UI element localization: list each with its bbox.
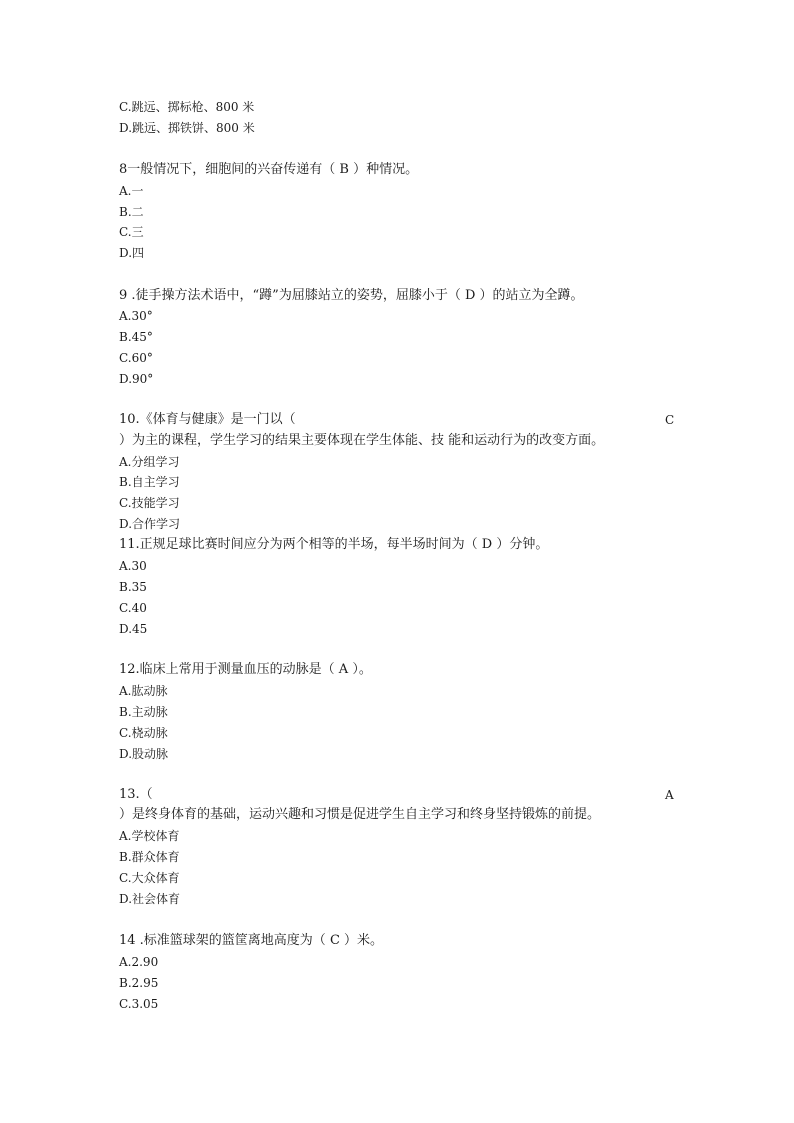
question-13-answer: A: [665, 788, 674, 802]
question-11-stem: 11.正规足球比赛时间应分为两个相等的半场，每半场时间为（ D ）分钟。: [119, 537, 549, 552]
question-10-option-a: A.分组学习: [119, 455, 180, 469]
option-d-prev: D.跳远、掷铁饼、800 米: [119, 121, 255, 135]
question-12-option-b: B.主动脉: [119, 705, 168, 719]
question-13-stem-line2: ）是终身体育的基础，运动兴趣和习惯是促进学生自主学习和终身坚持锻炼的前提。: [119, 807, 601, 822]
question-10-stem-line2: ）为主的课程，学生学习的结果主要体现在学生体能、技 能和运动行为的改变方面。: [119, 433, 605, 448]
question-11-option-a: A.30: [119, 559, 147, 573]
question-8-option-b: B.二: [119, 205, 144, 219]
question-9-stem: 9 .徒手操方法术语中，“蹲”为屈膝站立的姿势，屈膝小于（ D ）的站立为全蹲。: [119, 288, 584, 303]
question-10-option-c: C.技能学习: [119, 496, 180, 510]
question-12-option-c: C.桡动脉: [119, 726, 168, 740]
question-8-option-a: A.一: [119, 184, 144, 198]
question-13-option-b: B.群众体育: [119, 850, 180, 864]
question-11-option-c: C.40: [119, 601, 147, 615]
question-8-option-d: D.四: [119, 246, 145, 260]
question-8-option-c: C.三: [119, 225, 144, 239]
option-c-prev: C.跳远、掷标枪、800 米: [119, 100, 255, 114]
question-10-option-d: D.合作学习: [119, 517, 181, 531]
question-9-option-a: A.30°: [119, 309, 153, 323]
question-12-option-a: A.肱动脉: [119, 684, 168, 698]
question-9-option-d: D.90°: [119, 372, 154, 386]
question-13-option-c: C.大众体育: [119, 871, 180, 885]
question-13-stem-line1: 13.（: [119, 787, 153, 802]
question-10-answer: C: [665, 413, 675, 427]
question-11-option-b: B.35: [119, 580, 147, 594]
question-14-option-b: B.2.95: [119, 976, 159, 990]
question-13-option-a: A.学校体育: [119, 829, 180, 843]
question-13-option-d: D.社会体育: [119, 892, 181, 906]
question-11-option-d: D.45: [119, 622, 148, 636]
question-9-option-b: B.45°: [119, 330, 153, 344]
question-8-stem: 8一般情况下，细胞间的兴奋传递有（ B ）种情况。: [119, 162, 419, 177]
question-12-option-d: D.股动脉: [119, 747, 169, 761]
question-10-stem-line1: 10.《体育与健康》是一门以（: [119, 412, 296, 427]
question-14-option-c: C.3.05: [119, 997, 159, 1011]
question-10-option-b: B.自主学习: [119, 475, 180, 489]
question-9-option-c: C.60°: [119, 351, 153, 365]
question-12-stem: 12.临床上常用于测量血压的动脉是（ A ）。: [119, 662, 372, 677]
question-14-option-a: A.2.90: [119, 955, 159, 969]
question-14-stem: 14 .标准篮球架的篮筐离地高度为（ C ）米。: [119, 933, 384, 948]
